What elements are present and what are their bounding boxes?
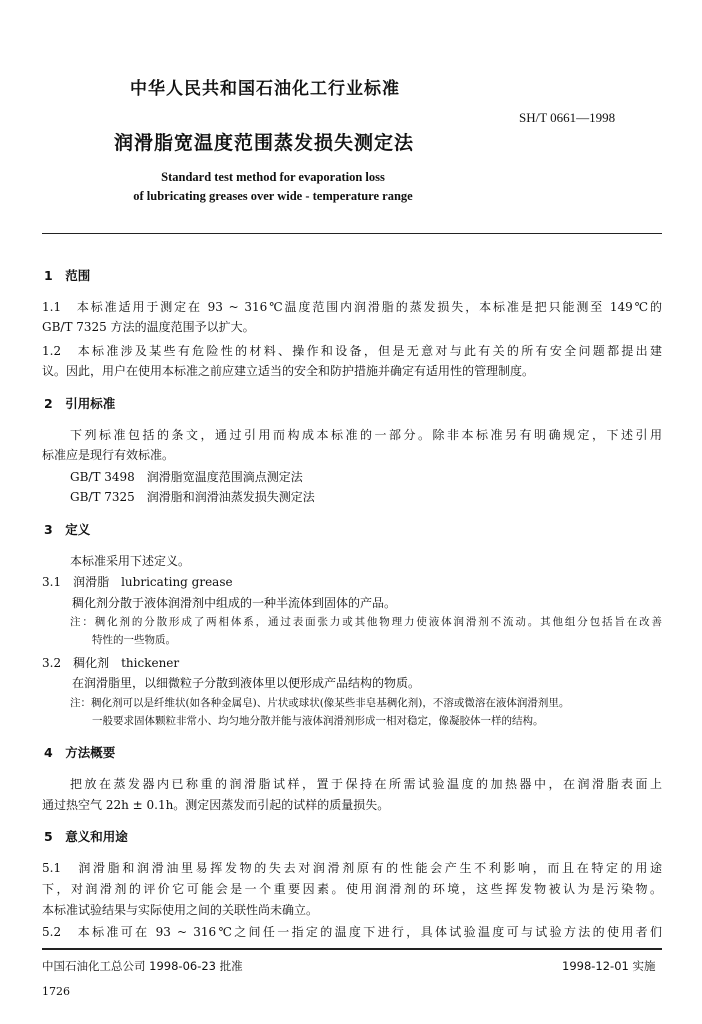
standard-code: SH/T 0661—1998 xyxy=(519,110,616,125)
definition-3-2-note-line-1: 注：稠化剂可以是纤维状(如各种金属皂)、片状或球状(像某些非皂基稠化剂)，不溶或微溶在液体润滑剂里。 xyxy=(70,697,570,709)
definition-3-1-note-line-1: 注：稠化剂的分散形成了两相体系，通过表面张力或其他物理力使液体润滑剂不流动。其他组分包括旨在改善 xyxy=(70,616,662,628)
para-4-line-2: 通过热空气 22h ± 0.1h。测定因蒸发而引起的试样的质量损失。 xyxy=(42,798,390,812)
effective-date: 1998-12-01 实施 xyxy=(562,959,656,973)
para-1-1-line-2: GB/T 7325 方法的温度范围予以扩大。 xyxy=(42,320,255,334)
para-4-line-1: 把放在蒸发器内已称重的润滑脂试样，置于保持在所需试验温度的加热器中，在润滑脂表面上 xyxy=(70,777,662,791)
reference-gb-t-7325: GB/T 7325 润滑脂和润滑油蒸发损失测定法 xyxy=(70,490,315,504)
title-english-line-1: Standard test method for evaporation loss xyxy=(161,170,385,184)
footer-rule xyxy=(42,948,662,950)
para-1-1-line-1: 1.1 本标准适用于测定在 93 ~ 316℃温度范围内润滑脂的蒸发损失，本标准是把只能测至 149℃的 xyxy=(42,300,662,314)
issuing-organization: 中华人民共和国石油化工行业标准 xyxy=(130,79,400,99)
header-rule xyxy=(42,233,662,234)
para-5-1-line-2: 下，对润滑剂的评价它可能会是一个重要因素。使用润滑剂的环境，这些挥发物被认为是污染物。 xyxy=(42,882,662,896)
title-chinese: 润滑脂宽温度范围蒸发损失测定法 xyxy=(114,132,415,154)
definition-3-2-text: 在润滑脂里，以细微粒子分散到液体里以便形成产品结构的物质。 xyxy=(72,676,421,690)
para-1-2-line-2: 议。因此，用户在使用本标准之前应建立适当的安全和防护措施并确定有适用性的管理制度。 xyxy=(42,364,535,378)
para-1-2-line-1: 1.2 本标准涉及某些有危险性的材料、操作和设备，但是无意对与此有关的所有安全问题都提出建 xyxy=(42,344,662,358)
approval-date: 中国石油化工总公司 1998-06-23 批准 xyxy=(42,959,243,973)
definition-3-1-note-line-2: 特性的一些物质。 xyxy=(92,634,176,646)
definition-3-1-text: 稠化剂分散于液体润滑剂中组成的一种半流体到固体的产品。 xyxy=(72,596,397,610)
para-5-1-line-3: 本标准试验结果与实际使用之间的关联性尚未确立。 xyxy=(42,903,319,917)
reference-gb-t-3498: GB/T 3498 润滑脂宽温度范围滴点测定法 xyxy=(70,470,303,484)
section-heading-significance: 5 意义和用途 xyxy=(44,829,128,844)
definition-3-2-term: 3.2 稠化剂 thickener xyxy=(42,656,180,670)
section-heading-references: 2 引用标准 xyxy=(44,396,116,411)
definition-3-1-term: 3.1 润滑脂 lubricating grease xyxy=(42,575,233,589)
para-5-1-line-1: 5.1 润滑脂和润滑油里易挥发物的失去对润滑剂原有的性能会产生不利影响，而且在特定的用途 xyxy=(42,861,662,875)
section-heading-scope: 1 范围 xyxy=(44,268,91,283)
para-2-line-1: 下列标准包括的条文，通过引用而构成本标准的一部分。除非本标准另有明确规定，下述引用 xyxy=(70,428,662,442)
section-heading-definitions: 3 定义 xyxy=(44,522,91,537)
para-2-line-2: 标准应是现行有效标准。 xyxy=(42,448,175,462)
definitions-intro: 本标准采用下述定义。 xyxy=(70,554,191,568)
section-heading-method-summary: 4 方法概要 xyxy=(44,745,116,760)
para-5-2-line-1: 5.2 本标准可在 93 ~ 316℃之间任一指定的温度下进行，具体试验温度可与试验方法的使用者们 xyxy=(42,925,662,939)
definition-3-2-note-line-2: 一般要求固体颗粒非常小、均匀地分散并能与液体润滑剂形成一相对稳定，像凝胶体一样的结构。 xyxy=(92,715,544,727)
title-english-line-2: of lubricating greases over wide - temperature range xyxy=(133,189,413,203)
page-number: 1726 xyxy=(42,985,70,998)
